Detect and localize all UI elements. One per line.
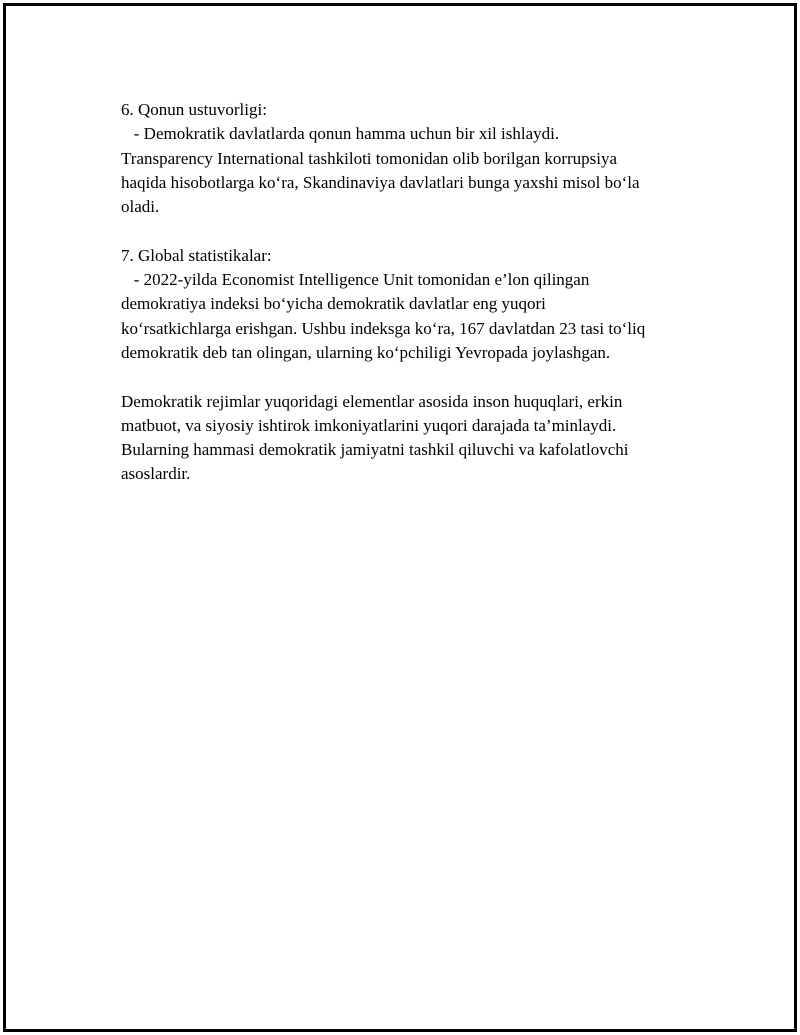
text-line: Transparency International tashkiloti tomonidan olib borilgan korrupsiya xyxy=(121,148,618,168)
text-line: ko‘rsatkichlarga erishgan. Ushbu indeksga ko‘ra, 167 davlatdan 23 tasi to‘liq xyxy=(121,318,646,338)
section-rule-of-law xyxy=(121,98,711,219)
section-global-statistics xyxy=(121,244,711,365)
text-line: - Demokratik davlatlarda qonun hamma uchun bir xil ishlaydi. xyxy=(121,124,560,144)
text-line: demokratiya indeksi bo‘yicha demokratik davlatlar eng yuqori xyxy=(121,294,546,314)
page-frame xyxy=(3,3,797,1032)
conclusion-paragraph xyxy=(121,390,711,487)
text-line: asoslardir. xyxy=(121,464,191,484)
text-line: matbuot, va siyosiy ishtirok imkoniyatlarini yuqori darajada ta’minlaydi. xyxy=(121,415,617,435)
text-line: - 2022-yilda Economist Intelligence Unit tomonidan e’lon qilingan xyxy=(121,270,590,290)
text-line: oladi. xyxy=(121,197,160,217)
text-line: demokratik deb tan olingan, ularning ko‘pchiligi Yevropada joylashgan. xyxy=(121,342,611,362)
section-heading: 7. Global statistikalar: xyxy=(121,245,272,265)
text-line: haqida hisobotlarga ko‘ra, Skandinaviya davlatlari bunga yaxshi misol bo‘la xyxy=(121,172,640,192)
document-body xyxy=(121,98,711,511)
text-line: Demokratik rejimlar yuqoridagi elementlar asosida inson huquqlari, erkin xyxy=(121,391,623,411)
section-heading: 6. Qonun ustuvorligi: xyxy=(121,100,267,119)
text-line: Bularning hammasi demokratik jamiyatni tashkil qiluvchi va kafolatlovchi xyxy=(121,440,629,460)
